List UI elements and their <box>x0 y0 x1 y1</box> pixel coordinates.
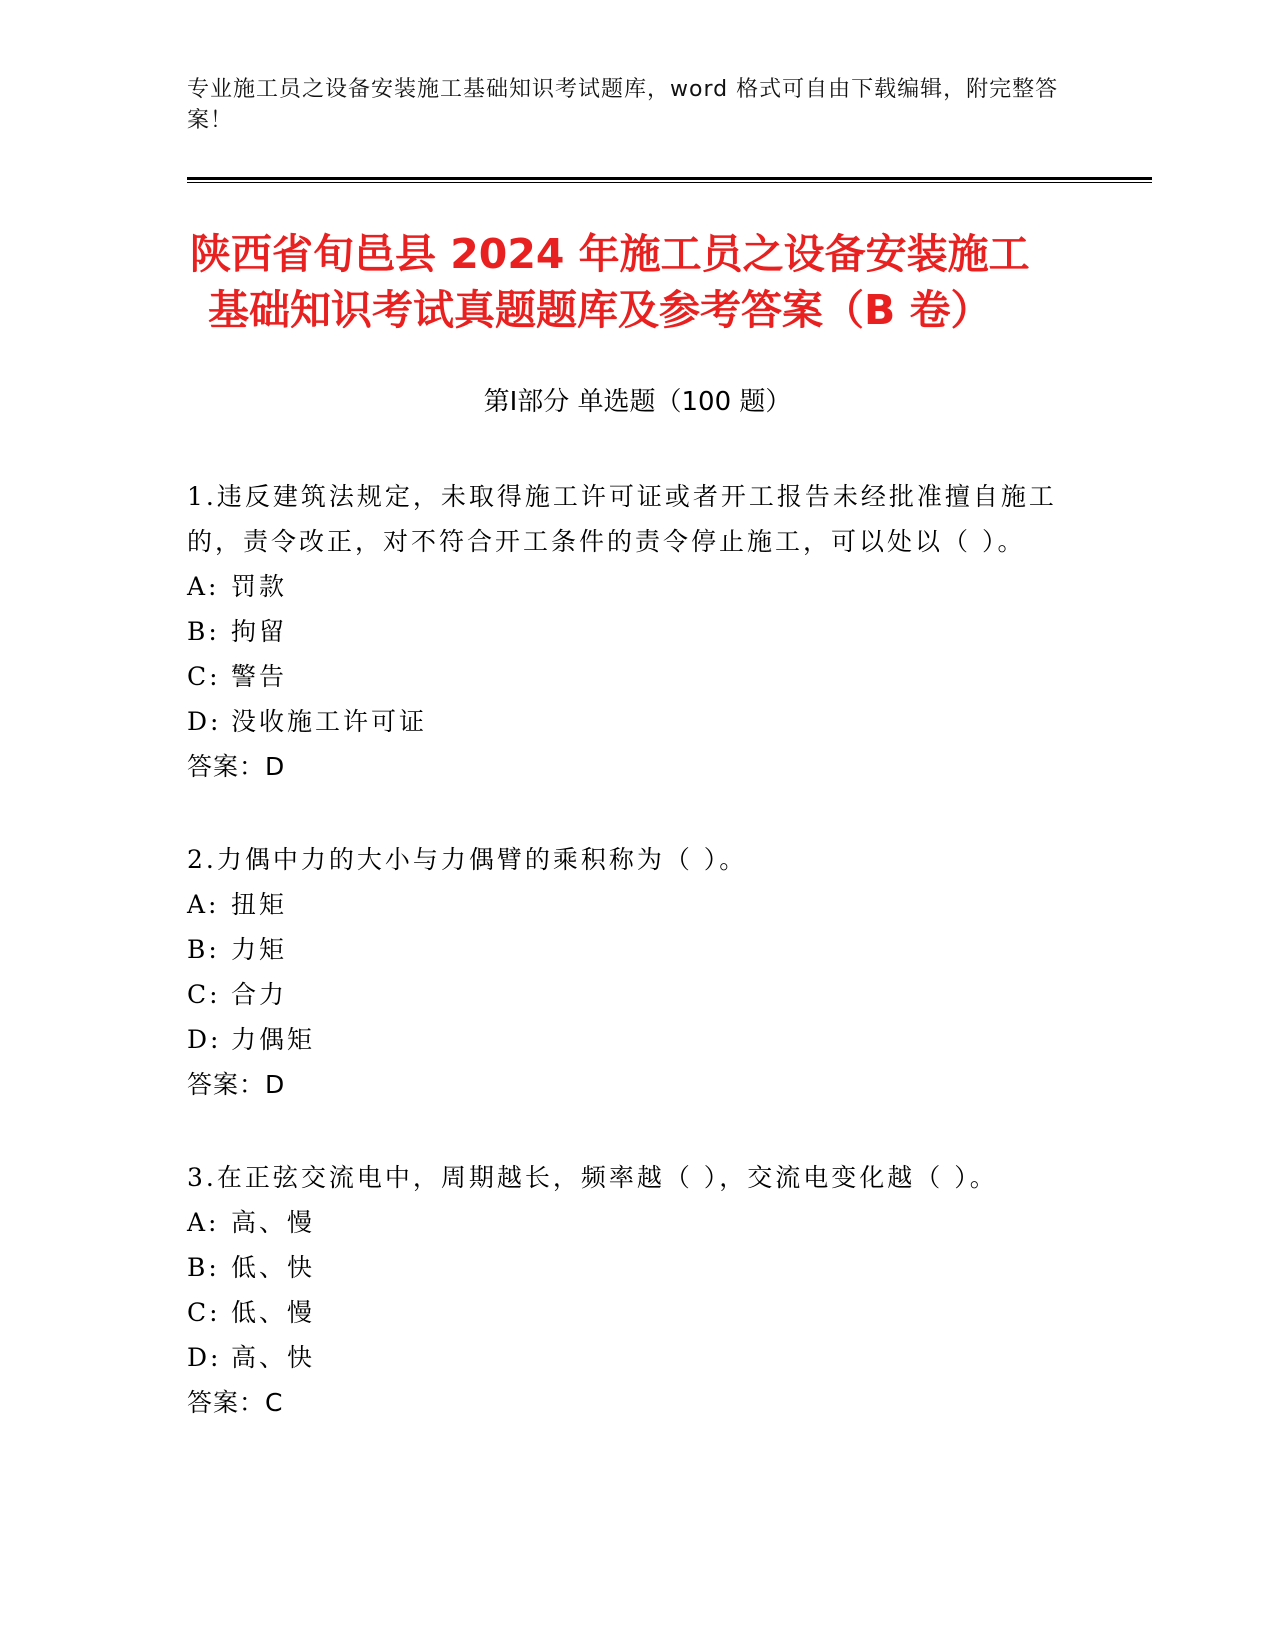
document-title-line2: 基础知识考试真题题库及参考答案（B 卷） <box>208 286 992 334</box>
option-d <box>187 1017 1067 1062</box>
question-1 <box>187 474 1067 789</box>
option-text: 高、慢 <box>231 1208 316 1237</box>
option-letter: A: <box>187 890 220 919</box>
option-letter: D: <box>187 707 222 736</box>
option-d <box>187 699 1067 744</box>
option-text: 扭矩 <box>231 890 288 919</box>
option-text: 低、慢 <box>231 1298 316 1327</box>
option-b <box>187 1245 1067 1290</box>
option-letter: B: <box>187 935 220 964</box>
option-a <box>187 564 1067 609</box>
header-rule-thin <box>187 182 1152 183</box>
option-text: 力矩 <box>231 935 288 964</box>
answer-line: 答案：D <box>187 752 286 781</box>
question-list <box>187 474 1067 1473</box>
option-b <box>187 609 1067 654</box>
option-letter: C: <box>187 662 221 691</box>
option-text: 力偶矩 <box>231 1025 316 1054</box>
question-stem: 2.力偶中力的大小与力偶臂的乘积称为（ ）。 <box>187 845 748 874</box>
option-letter: C: <box>187 1298 221 1327</box>
option-text: 警告 <box>231 662 288 691</box>
option-text: 罚款 <box>231 572 288 601</box>
option-text: 没收施工许可证 <box>231 707 428 736</box>
option-letter: D: <box>187 1343 222 1372</box>
option-a <box>187 882 1067 927</box>
option-letter: A: <box>187 1208 220 1237</box>
option-letter: C: <box>187 980 221 1009</box>
header-rule-thick <box>187 177 1152 180</box>
answer-line: 答案：D <box>187 1070 286 1099</box>
document-title <box>190 226 1090 338</box>
answer-line: 答案：C <box>187 1388 284 1417</box>
option-c <box>187 654 1067 699</box>
option-d <box>187 1335 1067 1380</box>
option-b <box>187 927 1067 972</box>
option-text: 合力 <box>231 980 288 1009</box>
option-text: 低、快 <box>231 1253 316 1282</box>
option-c <box>187 1290 1067 1335</box>
question-stem: 3.在正弦交流电中，周期越长，频率越（ ），交流电变化越（ ）。 <box>187 1163 998 1192</box>
option-letter: A: <box>187 572 220 601</box>
option-text: 拘留 <box>231 617 288 646</box>
document-title-line1: 陕西省旬邑县 2024 年施工员之设备安装施工 <box>190 230 1030 278</box>
option-a <box>187 1200 1067 1245</box>
section-title: 第Ⅰ部分 单选题（100 题） <box>483 387 792 417</box>
option-c <box>187 972 1067 1017</box>
question-stem: 1.违反建筑法规定，未取得施工许可证或者开工报告未经批准擅自施工的，责令改正，对不符合开工条件的责令停止施工，可以处以（ ）。 <box>187 482 1057 556</box>
option-letter: D: <box>187 1025 222 1054</box>
header-note: 专业施工员之设备安装施工基础知识考试题库，word 格式可自由下载编辑，附完整答案！ <box>187 77 1059 133</box>
option-letter: B: <box>187 1253 220 1282</box>
option-letter: B: <box>187 617 220 646</box>
option-text: 高、快 <box>231 1343 316 1372</box>
question-3 <box>187 1155 1067 1425</box>
question-2 <box>187 837 1067 1107</box>
